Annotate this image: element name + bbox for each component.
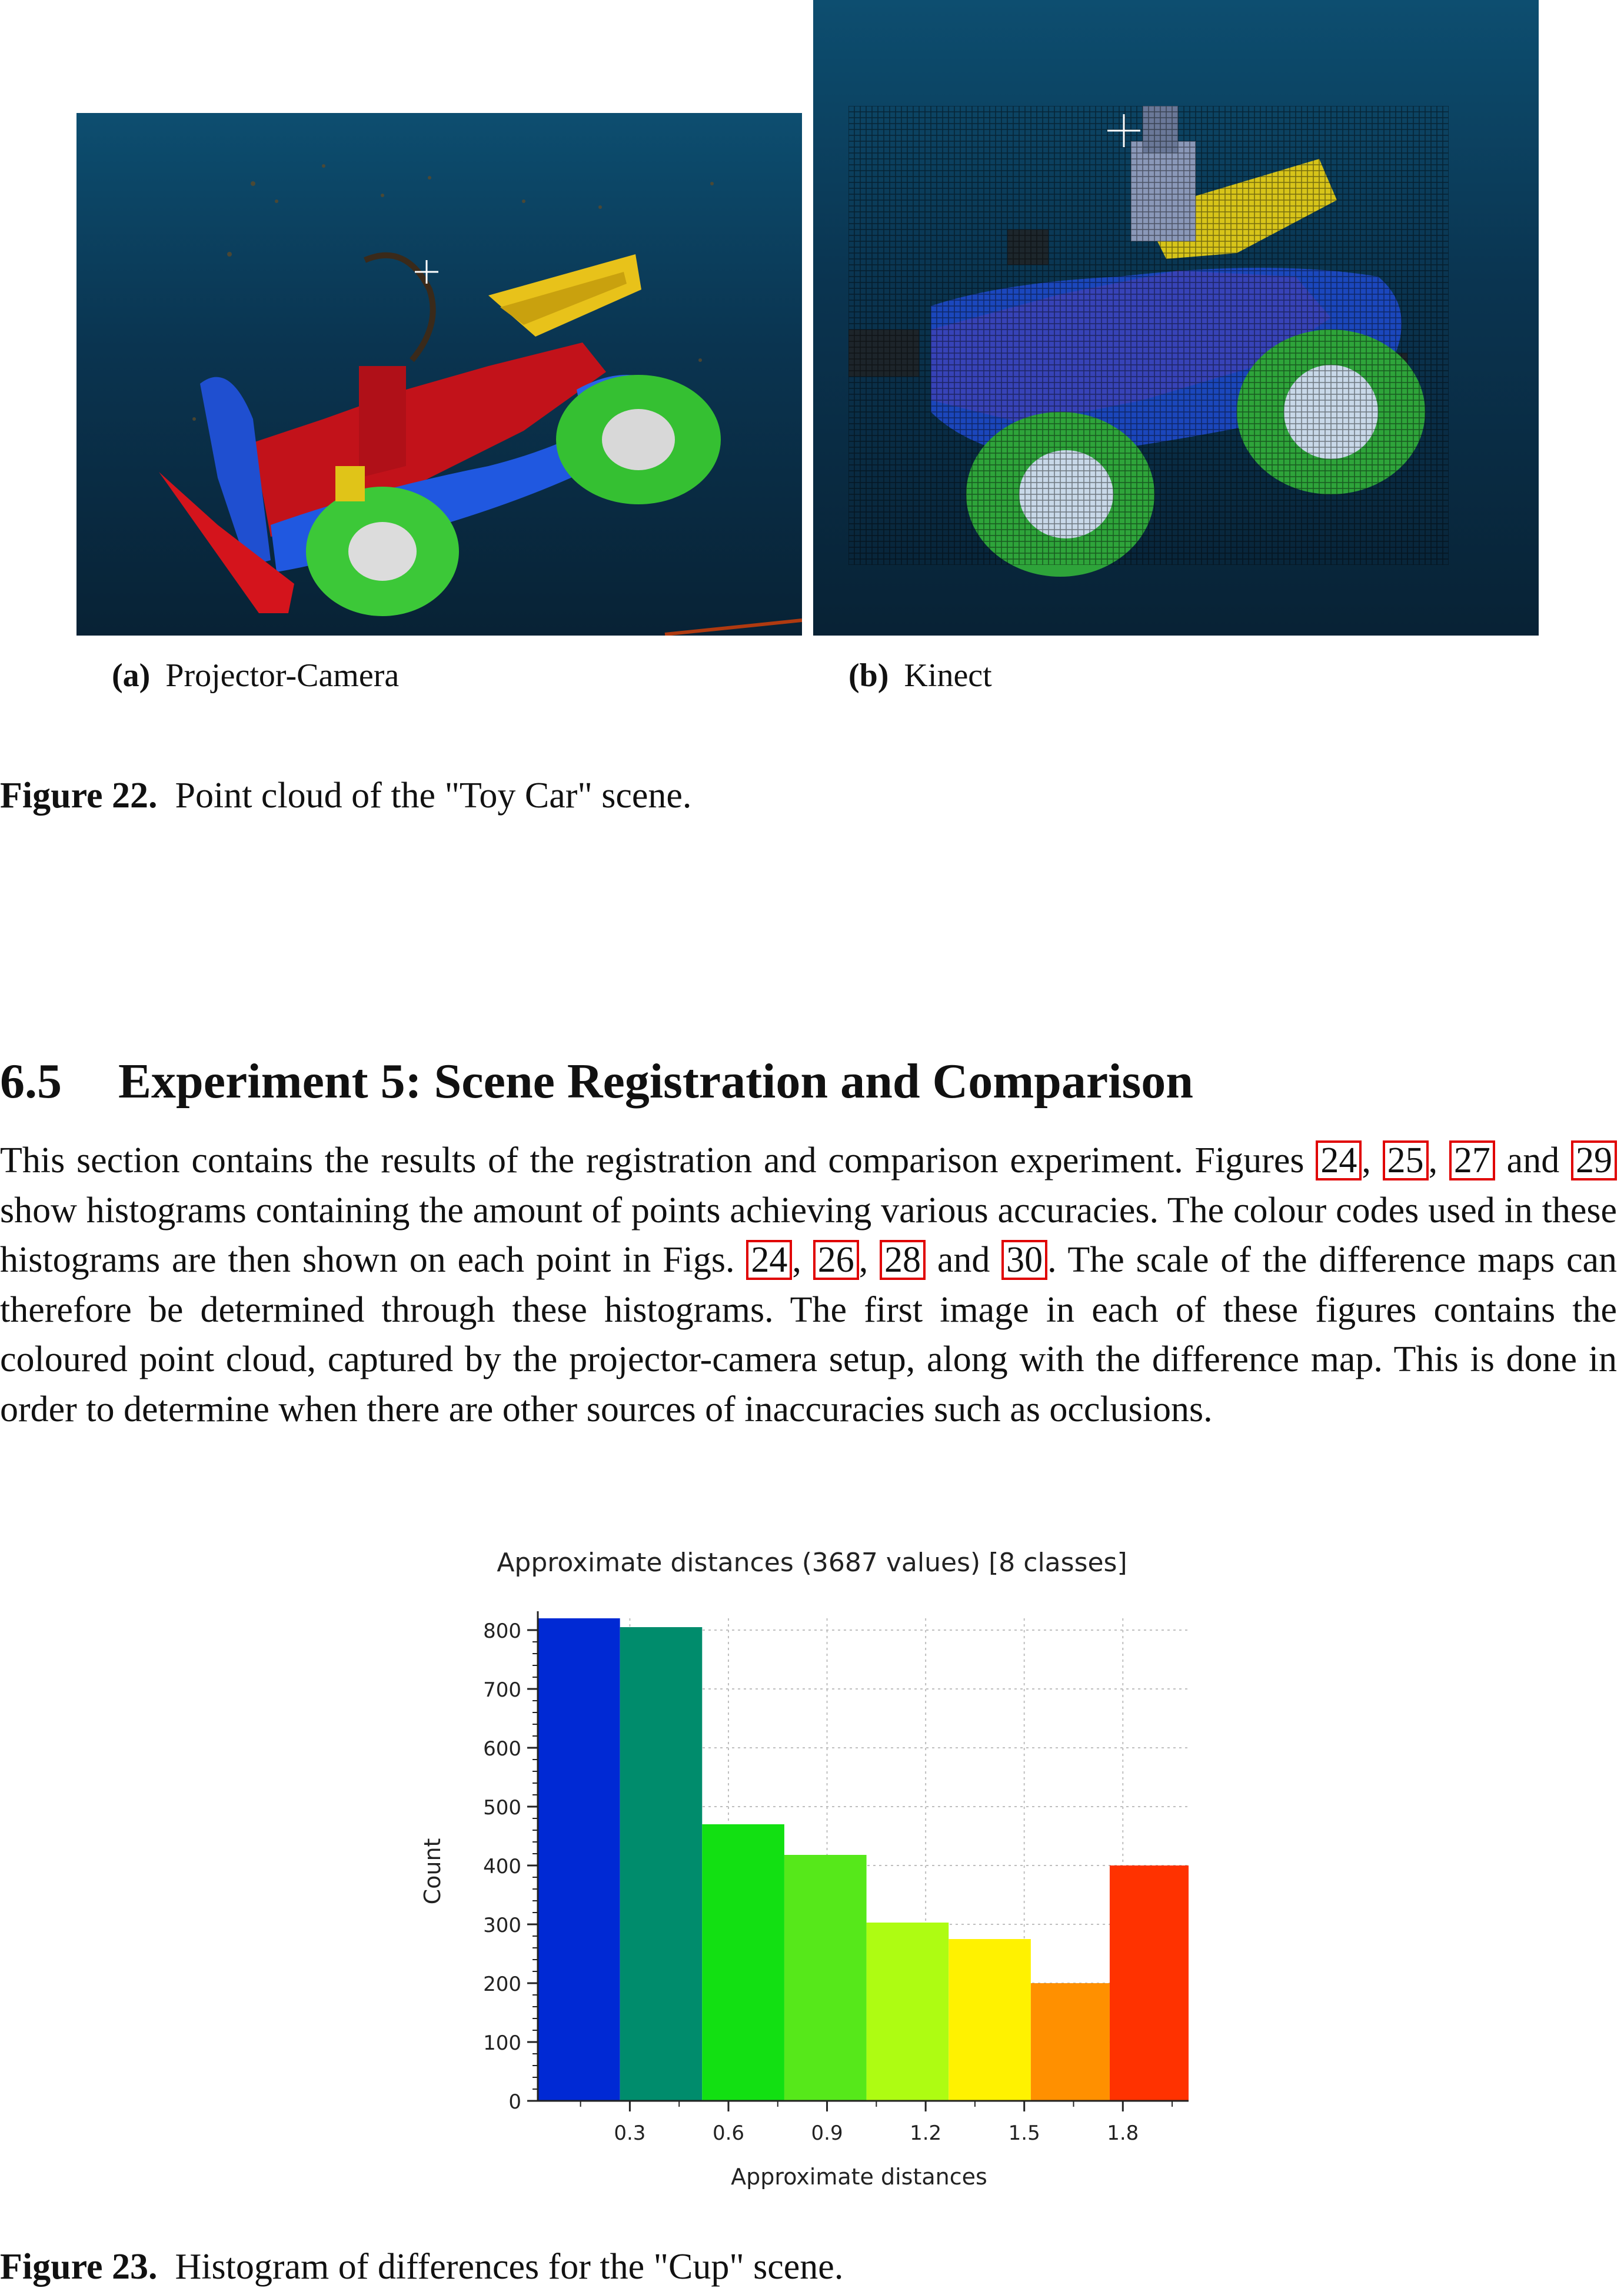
histogram-bar-5	[867, 1923, 949, 2101]
section-title: Experiment 5: Scene Registration and Comparison	[118, 1054, 1193, 1109]
chart-x-axis-label: Approximate distances	[731, 2164, 987, 2190]
y-tick-label: 600	[483, 1737, 521, 1761]
point-cloud-projector-camera-image	[76, 113, 802, 636]
section-number: 6.5	[0, 1054, 62, 1109]
figure-ref-link[interactable]: 28	[880, 1240, 926, 1280]
y-tick-label: 200	[483, 1973, 521, 1996]
figure-ref-link[interactable]: 27	[1449, 1140, 1495, 1180]
x-tick-label: 0.9	[811, 2121, 843, 2145]
histogram-bar-6	[949, 1939, 1031, 2101]
x-tick-label: 1.5	[1008, 2121, 1040, 2145]
x-tick-label: 1.8	[1107, 2121, 1139, 2145]
chart-title: Approximate distances (3687 values) [8 classes]	[497, 1548, 1127, 1578]
subfigure-b-caption: (b) Kinect	[848, 657, 992, 694]
x-tick-label: 0.6	[712, 2121, 745, 2145]
figure-caption-text: Histogram of differences for the "Cup" scene.	[175, 2247, 844, 2287]
histogram-bar-7	[1031, 1983, 1110, 2101]
y-tick-label: 800	[483, 1619, 521, 1643]
y-tick-label: 400	[483, 1855, 521, 1878]
histogram-bar-1	[538, 1618, 620, 2101]
figure-label: Figure 22.	[0, 776, 158, 816]
body-paragraph: This section contains the results of the registration and comparison experiment. Figures 24 , 25 , 27 and 29 show histograms containing the amount of points achieving various accuracies. The colour codes used in these histograms are then shown on each point in Figs. 24 , 26 , 28 and 30 . The scale of the difference maps can therefore be determined through these histograms. The first image in each of these figures contains the coloured point cloud, captured by the projector-camera setup, along with the difference map. This is done in order to determine when there are other sources of inaccuracies such as occlusions.	[0, 1140, 1617, 1429]
x-tick-label: 1.2	[910, 2121, 942, 2145]
y-tick-label: 100	[483, 2031, 521, 2055]
figure-22-caption	[0, 774, 691, 817]
point-cloud-kinect-image	[813, 0, 1539, 636]
y-tick-label: 700	[483, 1678, 521, 1702]
x-tick-label: 0.3	[614, 2121, 646, 2145]
figure-ref-link[interactable]: 24	[1316, 1140, 1362, 1180]
histogram-bar-8	[1110, 1865, 1189, 2101]
section-heading	[0, 1053, 1193, 1110]
figure-label: Figure 23.	[0, 2247, 158, 2287]
chart-y-axis-label: Count	[420, 1838, 445, 1905]
figure-23-caption	[0, 2246, 843, 2288]
histogram-bar-3	[702, 1824, 784, 2101]
histogram-bar-4	[784, 1855, 867, 2101]
figure-ref-link[interactable]: 25	[1383, 1140, 1429, 1180]
figure-ref-link[interactable]: 29	[1571, 1140, 1617, 1180]
figure-ref-link[interactable]: 24	[746, 1240, 792, 1280]
y-tick-label: 0	[508, 2090, 521, 2114]
figure-ref-link[interactable]: 26	[813, 1240, 859, 1280]
figure-ref-link[interactable]: 30	[1001, 1240, 1047, 1280]
histogram-chart	[412, 1536, 1212, 2201]
subfigure-a-caption: (a) Projector-Camera	[112, 657, 400, 694]
figure-caption-text: Point cloud of the "Toy Car" scene.	[175, 776, 692, 816]
histogram-bar-2	[620, 1627, 703, 2101]
y-tick-label: 300	[483, 1914, 521, 1937]
y-tick-label: 500	[483, 1796, 521, 1820]
